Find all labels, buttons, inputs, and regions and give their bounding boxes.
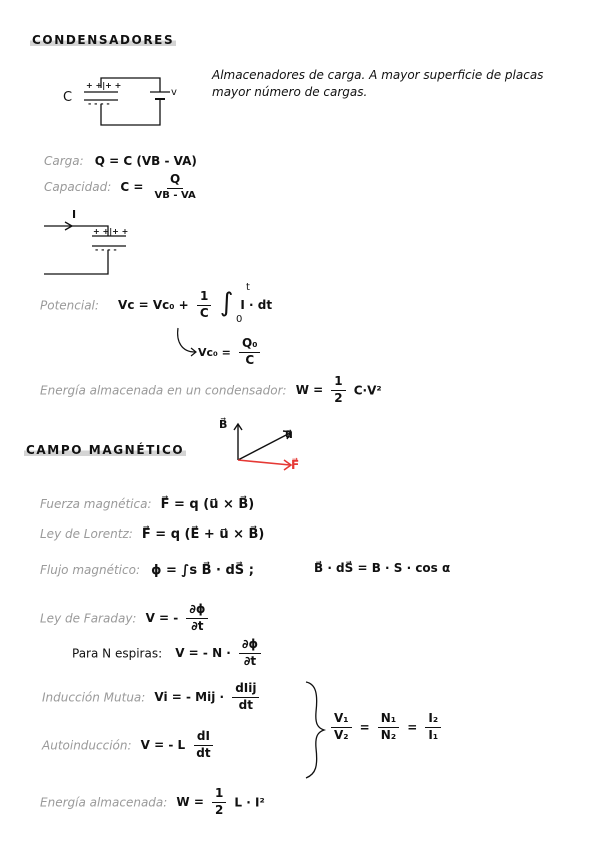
potencial-integrand: I · dt xyxy=(240,298,273,313)
faraday-num: ∂ϕ xyxy=(186,603,208,619)
vector-u-label: u⃗ xyxy=(285,428,293,441)
energia-mag-fraction xyxy=(212,787,226,818)
integral-upper-limit: t xyxy=(246,282,250,293)
capacidad-label: Capacidad: xyxy=(44,180,112,195)
faraday-label: Ley de Faraday: xyxy=(40,611,137,626)
mutua-lhs: Vi = - Mij · xyxy=(154,690,225,705)
autoinduccion-lhs: V = - L xyxy=(140,738,186,753)
battery-v-label: v xyxy=(171,87,177,98)
autoinduccion-num: dI xyxy=(194,730,213,746)
potencial-frac-num: 1 xyxy=(197,290,211,306)
potencial-sub-den: C xyxy=(245,352,255,367)
section-title-campo-magnetico: CAMPO MAGNÉTICO xyxy=(26,443,185,457)
capacidad-num: Q xyxy=(167,173,183,189)
plate-plus-signs: + +|+ + xyxy=(86,81,122,90)
diagram-plus-signs: + +|+ + xyxy=(93,227,129,236)
vector-b-label: B⃗ xyxy=(219,418,228,431)
flujo-formula: ϕ = ∫s B⃗ · dS⃗ ; xyxy=(151,563,254,578)
energia-mag-lhs: W = xyxy=(176,795,204,810)
flujo-extra-formula: B⃗ · dS⃗ = B · S · cos α xyxy=(314,561,451,575)
fuerza-formula: F⃗ = q (u⃗ × B⃗) xyxy=(160,497,255,512)
carga-formula: Q = C (VB - VA) xyxy=(94,154,197,168)
carga-label: Carga: xyxy=(44,154,84,168)
capacidad-lhs: C = xyxy=(120,180,144,195)
ratio-v1: V₁ xyxy=(331,712,352,728)
espiras-den: ∂t xyxy=(243,653,257,668)
energia-cond-den: 2 xyxy=(334,390,343,405)
potencial-label: Potencial: xyxy=(40,298,99,313)
capacitor-c-label: C xyxy=(63,90,73,105)
ratio-n-fraction xyxy=(378,712,399,743)
fuerza-label: Fuerza magnética: xyxy=(40,497,152,511)
energia-mag-rhs: L · I² xyxy=(234,795,265,810)
autoinduccion-den: dt xyxy=(196,745,211,760)
potencial-frac-den: C xyxy=(199,305,209,320)
ratio-eq-2: = xyxy=(407,720,418,735)
diagram-minus-signs: - - - - xyxy=(95,245,117,254)
espiras-num: ∂ϕ xyxy=(239,638,261,654)
autoinduccion-label: Autoinducción: xyxy=(42,738,132,753)
faraday-den: ∂t xyxy=(191,618,204,633)
energia-mag-den: 2 xyxy=(214,802,224,817)
ratio-i2: I₂ xyxy=(425,712,441,728)
ratio-i1: I₁ xyxy=(428,727,439,742)
energia-mag-label: Energía almacenada: xyxy=(40,795,168,810)
lorentz-formula: F⃗ = q (E⃗ + u⃗ × B⃗) xyxy=(141,527,265,542)
ratio-n2: N₂ xyxy=(380,727,397,742)
potencial-sub-num: Q₀ xyxy=(239,337,260,353)
row-transformer-ratio xyxy=(328,712,444,743)
ratio-v-fraction xyxy=(331,712,352,743)
energia-cond-label: Energía almacenada en un condensador: xyxy=(40,383,287,398)
section-title-condensadores: CONDENSADORES xyxy=(32,33,175,47)
potencial-lhs: Vc = Vc₀ + xyxy=(118,298,189,313)
energia-mag-num: 1 xyxy=(212,787,226,803)
mutua-num: dIij xyxy=(232,682,259,698)
capacidad-den: VB - VA xyxy=(154,189,196,201)
ratio-v2: V₂ xyxy=(334,727,349,742)
integral-lower-limit: 0 xyxy=(236,314,243,325)
espiras-label: Para N espiras: xyxy=(72,646,163,661)
energia-cond-lhs: W = xyxy=(295,383,324,398)
vector-f-label: F⃗ xyxy=(291,458,300,472)
capacitor-description: Almacenadores de carga. A mayor superficie de placas mayor número de cargas. xyxy=(212,68,544,99)
ratio-n1: N₁ xyxy=(378,712,399,728)
integral-sign: ∫ xyxy=(219,288,234,319)
potencial-sub-lhs: Vc₀ = xyxy=(198,345,231,359)
ratio-eq-1: = xyxy=(359,720,370,735)
espiras-lhs: V = - N · xyxy=(175,646,231,661)
row-energia-magnetica xyxy=(40,787,265,818)
energia-cond-num: 1 xyxy=(331,375,345,391)
lorentz-label: Ley de Lorentz: xyxy=(40,527,133,541)
energia-cond-rhs: C·V² xyxy=(353,383,382,398)
plate-minus-signs: - - - - xyxy=(88,99,110,108)
faraday-lhs: V = - xyxy=(145,611,179,626)
flujo-label: Flujo magnético: xyxy=(40,563,141,577)
mutua-label: Inducción Mutua: xyxy=(42,690,146,705)
current-i-label: I xyxy=(72,208,77,221)
mutua-den: dt xyxy=(238,697,253,712)
ratio-i-fraction xyxy=(425,712,441,743)
